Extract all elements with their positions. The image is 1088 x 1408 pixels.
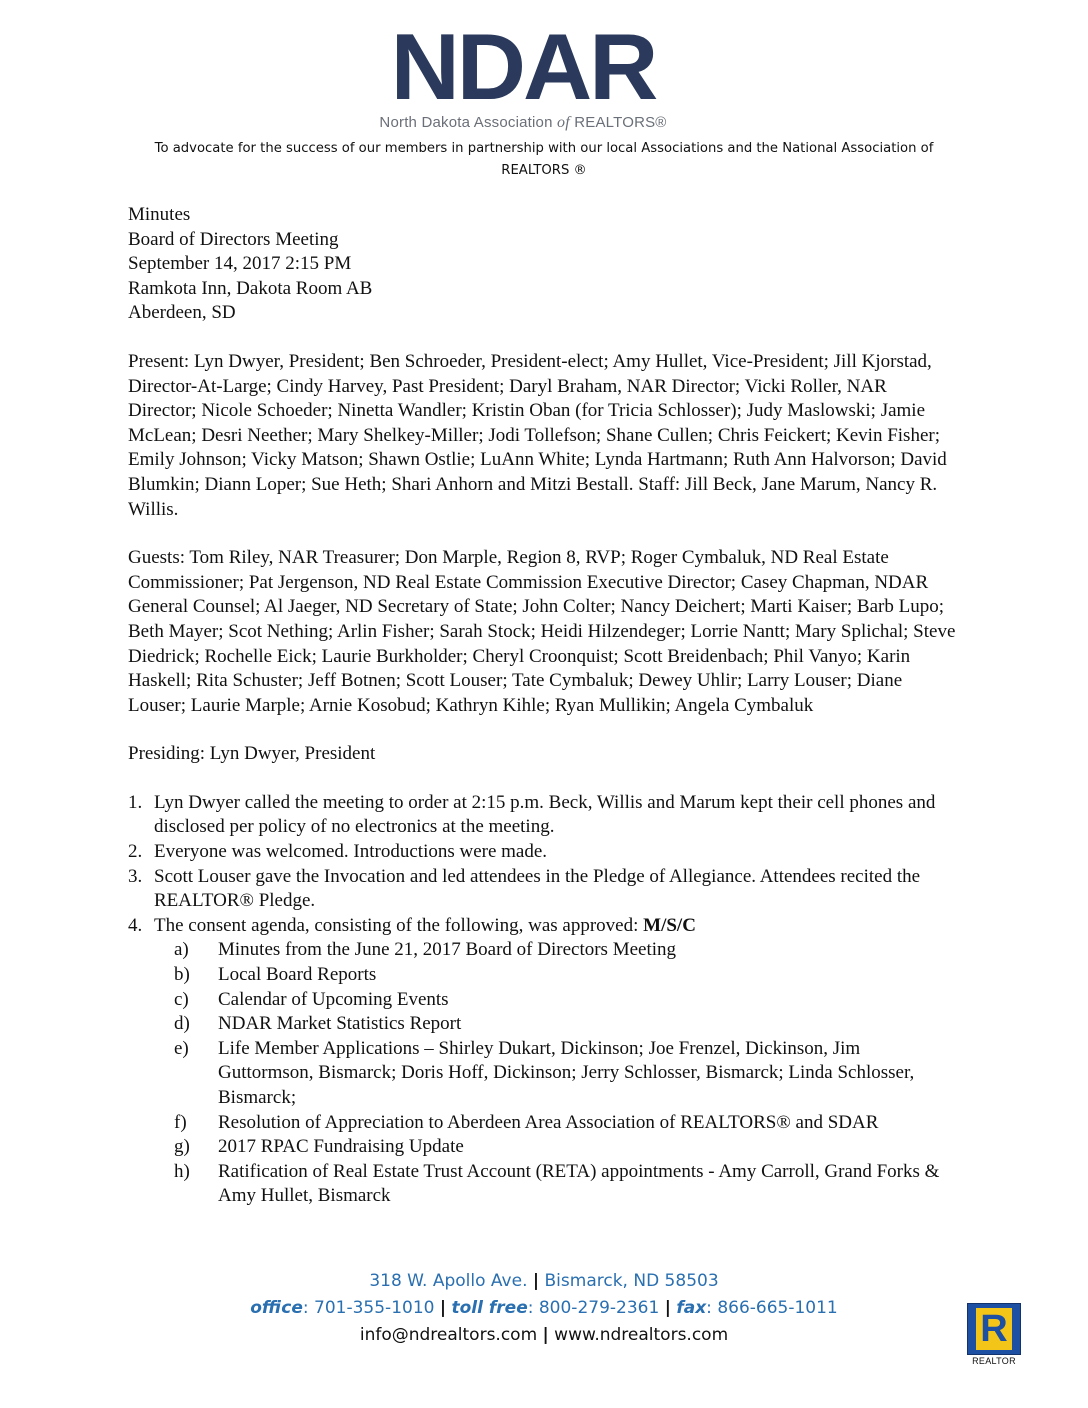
footer-address (140, 1268, 948, 1295)
fax-number: 866-665-1011 (717, 1298, 838, 1318)
fax-label: fax (676, 1298, 707, 1318)
consent-item-text: Life Member Applications – Shirley Dukart, Dickinson; Joe Frenzel, Dickinson, Jim Guttormson, Bismarck; Doris Hoff, Dickinson; Jerry Schlosser, Bismarck; Linda Schlosser, Bismarck; (218, 1037, 915, 1108)
minutes-body (128, 203, 958, 1209)
consent-item-text: 2017 RPAC Fundraising Update (218, 1136, 464, 1158)
footer-contact (140, 1322, 948, 1349)
logo-sub-pre: North Dakota Association (379, 114, 558, 131)
footer-separator: | (542, 1325, 549, 1345)
consent-item-letter: b) (174, 964, 190, 986)
consent-agenda-list (154, 938, 958, 1209)
consent-item (154, 1037, 958, 1111)
item-number: 2. (128, 841, 143, 863)
agenda-list (128, 791, 958, 1209)
tollfree-number: 800-279-2361 (538, 1298, 660, 1318)
consent-item (154, 1135, 958, 1160)
item-text: Lyn Dwyer called the meeting to order at 2:15 p.m. Beck, Willis and Marum kept their cell phones and disclosed per policy of no electronics at the meeting. (154, 791, 936, 838)
item-number: 3. (128, 865, 143, 887)
office-number: 701-355-1010 (314, 1298, 435, 1318)
realtor-logo-icon (967, 1303, 1021, 1365)
meeting-city: Aberdeen, SD (128, 302, 236, 324)
meeting-heading (128, 203, 958, 326)
consent-item-letter: h) (174, 1160, 190, 1182)
footer-city: Bismarck, ND 58503 (544, 1271, 719, 1291)
footer-separator: | (664, 1298, 671, 1318)
consent-item-letter: a) (174, 939, 189, 961)
footer-website[interactable]: www.ndrealtors.com (554, 1325, 729, 1345)
item-text: Scott Louser gave the Invocation and led attendees in the Pledge of Allegiance. Attendees recited the REALTOR® Pledge. (154, 865, 921, 912)
consent-item (154, 1111, 958, 1136)
consent-item (154, 1012, 958, 1037)
consent-item-letter: d) (174, 1013, 190, 1035)
agenda-item (128, 865, 958, 914)
footer-street: 318 W. Apollo Ave. (369, 1271, 528, 1291)
consent-item-letter: g) (174, 1136, 190, 1158)
consent-item-text: Calendar of Upcoming Events (218, 988, 449, 1010)
item-number: 4. (128, 914, 143, 936)
footer-separator: | (439, 1298, 447, 1318)
logo-wordmark: NDAR (390, 14, 656, 119)
item-text: Everyone was welcomed. Introductions were made. (154, 841, 548, 863)
consent-item-text: Resolution of Appreciation to Aberdeen Area Association of REALTORS® and SDAR (218, 1111, 879, 1133)
tollfree-label: toll free (451, 1298, 528, 1318)
footer-separator: | (532, 1271, 540, 1291)
consent-item-text: Ratification of Real Estate Trust Account (RETA) appointments - Amy Carroll, Grand Forks & Amy Hullet, Bismarck (218, 1160, 940, 1207)
consent-item-letter: f) (174, 1111, 187, 1133)
realtor-badge-box (967, 1303, 1021, 1355)
realtor-badge-caption: REALTOR (972, 1356, 1016, 1366)
meeting-venue: Ramkota Inn, Dakota Room AB (128, 277, 373, 299)
meeting-datetime: September 14, 2017 2:15 PM (128, 253, 352, 275)
office-label: office (250, 1298, 303, 1318)
logo-sub-post: REALTORS® (569, 114, 667, 131)
consent-item-text: NDAR Market Statistics Report (218, 1013, 462, 1035)
logo-sub-of: of (557, 114, 570, 131)
consent-item-text: Local Board Reports (218, 964, 377, 986)
agenda-item (128, 914, 958, 1209)
tagline-line-2: REALTORS ® (501, 163, 587, 178)
consent-item (154, 938, 958, 963)
presiding-line: Presiding: Lyn Dwyer, President (128, 743, 376, 765)
meeting-name: Board of Directors Meeting (128, 228, 339, 250)
consent-item-letter: c) (174, 988, 189, 1010)
guests-paragraph: Guests: Tom Riley, NAR Treasurer; Don Marple, Region 8, RVP; Roger Cymbaluk, ND Real Estate Commissioner; Pat Jergenson, ND Real Estate Commission Executive Director; Casey Chapman, NDAR General Counsel; Al Jaeger, ND Secretary of State; John Colter; Nancy Deichert; Marti Kaiser; Barb Lupo; Beth Mayer; Scot Nething; Arlin Fisher; Sarah Stock; Heidi Hilzendeger; Lorrie Nantt; Mary Splichal; Steve Diedrick; Rochelle Eick; Laurie Burkholder; Cheryl Croonquist; Scott Breidenbach; Phil Vanyo; Karin Haskell; Rita Schuster; Jeff Botnen; Scott Louser; Tate Cymbaluk; Dewey Uhlir; Larry Louser; Diane Louser; Laurie Marple; Arnie Kosobud; Kathryn Kihle; Ryan Mullikin; Angela Cymbaluk (128, 547, 956, 716)
consent-item (154, 963, 958, 988)
consent-item (154, 1160, 958, 1209)
agenda-item (128, 791, 958, 840)
minutes-title: Minutes (128, 204, 191, 225)
present-paragraph: Present: Lyn Dwyer, President; Ben Schroeder, President-elect; Amy Hullet, Vice-President; Jill Kjorstad, Director-At-Large; Cindy Harvey, Past President; Daryl Braham, NAR Director; Vicki Roller, NAR Director; Nicole Schoeder; Ninetta Wandler; Kristin Oban (for Tricia Schlosser); Judy Maslowski; Jamie McLean; Desri Neether; Mary Shelkey-Miller; Jodi Tollefson; Shane Cullen; Chris Feickert; Kevin Fisher; Emily Johnson; Vicky Matson; Shawn Ostlie; LuAnn White; Lynda Hartmann; Ruth Ann Halvorson; David Blumkin; Diann Loper; Sue Heth; Shari Anhorn and Mitzi Bestall. Staff: Jill Beck, Jane Marum, Nancy R. Willis. (128, 350, 947, 520)
item-number: 1. (128, 791, 143, 813)
realtor-badge-letter: R (976, 1308, 1012, 1350)
agenda-item (128, 840, 958, 865)
consent-item-text: Minutes from the June 21, 2017 Board of Directors Meeting (218, 939, 677, 961)
mission-tagline (100, 138, 988, 182)
tagline-line-1: To advocate for the success of our members in partnership with our local Associations and the National Association of (154, 141, 934, 156)
footer-phones: office: 701-355-1010 | toll free: 800-279-2361 | fax: 866-665-1011 (250, 1298, 838, 1318)
consent-item (154, 988, 958, 1013)
motion-result: M/S/C (643, 914, 696, 936)
footer-email[interactable]: info@ndrealtors.com (359, 1325, 538, 1345)
ndar-logo (368, 14, 678, 131)
consent-item-letter: e) (174, 1037, 189, 1059)
letterhead-footer (140, 1268, 948, 1349)
item-text: The consent agenda, consisting of the following, was approved: (154, 914, 644, 936)
